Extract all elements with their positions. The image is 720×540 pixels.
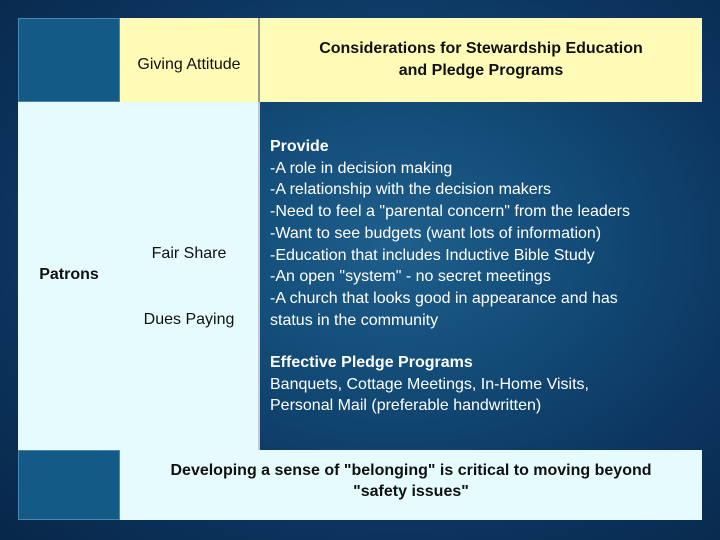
considerations-body-cell (258, 102, 702, 450)
pledge-item: Personal Mail (preferable handwritten) (270, 397, 542, 415)
patrons-label: Patrons (39, 266, 99, 283)
fair-share-label: Fair Share (151, 245, 227, 262)
provide-list (270, 136, 696, 331)
provide-item: -An open "system" - no secret meetings (270, 268, 551, 286)
considerations-header-line1: Considerations for Stewardship Education (319, 40, 643, 57)
provide-item: status in the community (270, 311, 439, 329)
provide-item: -Education that includes Inductive Bible Study (270, 246, 595, 264)
patrons-cell (18, 102, 120, 450)
provide-item: -A role in decision making (270, 159, 453, 177)
footer-cell (120, 450, 702, 520)
pledge-item: Banquets, Cottage Meetings, In-Home Visits, (270, 375, 589, 393)
considerations-header-cell (258, 18, 702, 102)
dues-paying-label: Dues Paying (143, 311, 235, 328)
giving-types-cell (120, 102, 258, 450)
footer-corner-cell (18, 450, 120, 520)
provide-item: -A relationship with the decision makers (270, 181, 552, 199)
considerations-header (260, 38, 702, 82)
pledge-heading: Effective Pledge Programs (270, 354, 473, 371)
giving-attitude-header-cell (120, 18, 258, 102)
footer-line1: Developing a sense of "belonging" is critical to moving beyond (170, 462, 652, 479)
provide-heading: Provide (270, 138, 329, 155)
giving-attitude-header: Giving Attitude (137, 56, 241, 73)
footer-line2: "safety issues" (353, 483, 469, 500)
considerations-header-line2: and Pledge Programs (398, 62, 564, 79)
provide-item: -Want to see budgets (want lots of information) (270, 224, 602, 242)
footer-statement (120, 460, 702, 502)
table-corner-cell (18, 18, 120, 102)
provide-item: -A church that looks good in appearance and has (270, 289, 618, 307)
pledge-programs (270, 352, 696, 417)
provide-item: -Need to feel a "parental concern" from the leaders (270, 203, 630, 221)
